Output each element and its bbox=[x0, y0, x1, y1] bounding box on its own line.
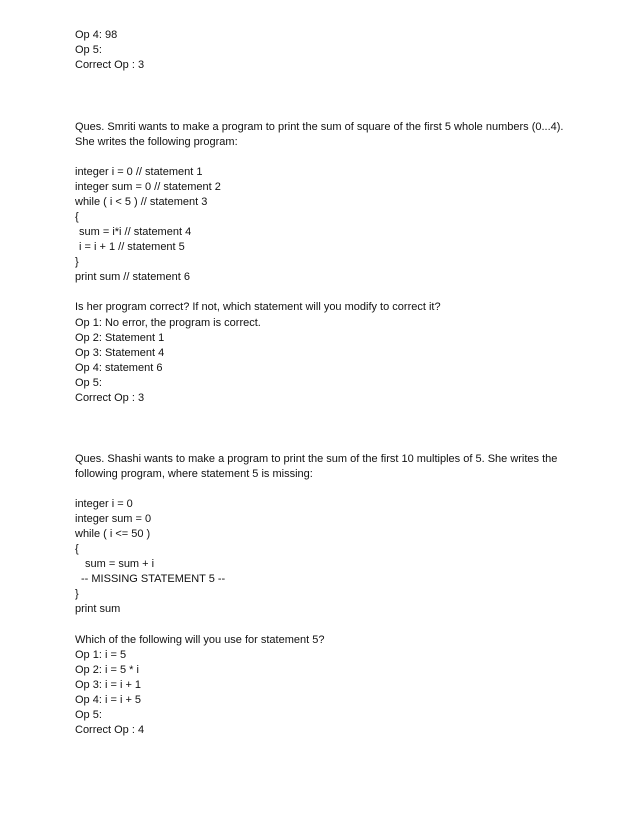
code-line: { bbox=[75, 543, 79, 555]
code-line: integer sum = 0 // statement 2 bbox=[75, 181, 221, 193]
question-prompt: Which of the following will you use for statement 5? bbox=[75, 634, 325, 646]
code-line: print sum // statement 6 bbox=[75, 271, 190, 283]
code-line: while ( i < 5 ) // statement 3 bbox=[75, 196, 208, 208]
correct-answer: Correct Op : 4 bbox=[75, 724, 145, 736]
option-3: Op 3: i = i + 1 bbox=[75, 679, 142, 691]
option-4: Op 4: i = i + 5 bbox=[75, 694, 142, 706]
code-line: sum = sum + i bbox=[85, 558, 155, 570]
question-text: following program, where statement 5 is missing: bbox=[75, 468, 313, 480]
option-4: Op 4: statement 6 bbox=[75, 362, 163, 374]
code-line: integer i = 0 bbox=[75, 498, 133, 510]
code-line: } bbox=[75, 588, 79, 600]
code-line: integer sum = 0 bbox=[75, 513, 152, 525]
question-prompt: Is her program correct? If not, which statement will you modify to correct it? bbox=[75, 301, 441, 313]
code-line: { bbox=[75, 211, 79, 223]
option-1: Op 1: No error, the program is correct. bbox=[75, 317, 261, 329]
option-5: Op 5: bbox=[75, 377, 102, 389]
option-1: Op 1: i = 5 bbox=[75, 649, 127, 661]
code-line: sum = i*i // statement 4 bbox=[79, 226, 192, 238]
option-2: Op 2: i = 5 * i bbox=[75, 664, 139, 676]
question-text: She writes the following program: bbox=[75, 136, 238, 148]
correct-answer: Correct Op : 3 bbox=[75, 392, 145, 404]
option-3: Op 3: Statement 4 bbox=[75, 347, 165, 359]
code-line: while ( i <= 50 ) bbox=[75, 528, 151, 540]
code-line: i = i + 1 // statement 5 bbox=[79, 241, 185, 253]
question-text: Ques. Shashi wants to make a program to print the sum of the first 10 multiples of 5. She writes the bbox=[75, 453, 558, 465]
option-5: Op 5: bbox=[75, 44, 102, 56]
correct-answer: Correct Op : 3 bbox=[75, 59, 145, 71]
question-text: Ques. Smriti wants to make a program to print the sum of square of the first 5 whole numbers (0...4). bbox=[75, 121, 564, 133]
option-5: Op 5: bbox=[75, 709, 102, 721]
option-4: Op 4: 98 bbox=[75, 29, 118, 41]
code-line: print sum bbox=[75, 603, 121, 615]
code-line: -- MISSING STATEMENT 5 -- bbox=[81, 573, 226, 585]
option-2: Op 2: Statement 1 bbox=[75, 332, 165, 344]
code-line: integer i = 0 // statement 1 bbox=[75, 166, 203, 178]
code-line: } bbox=[75, 256, 79, 268]
